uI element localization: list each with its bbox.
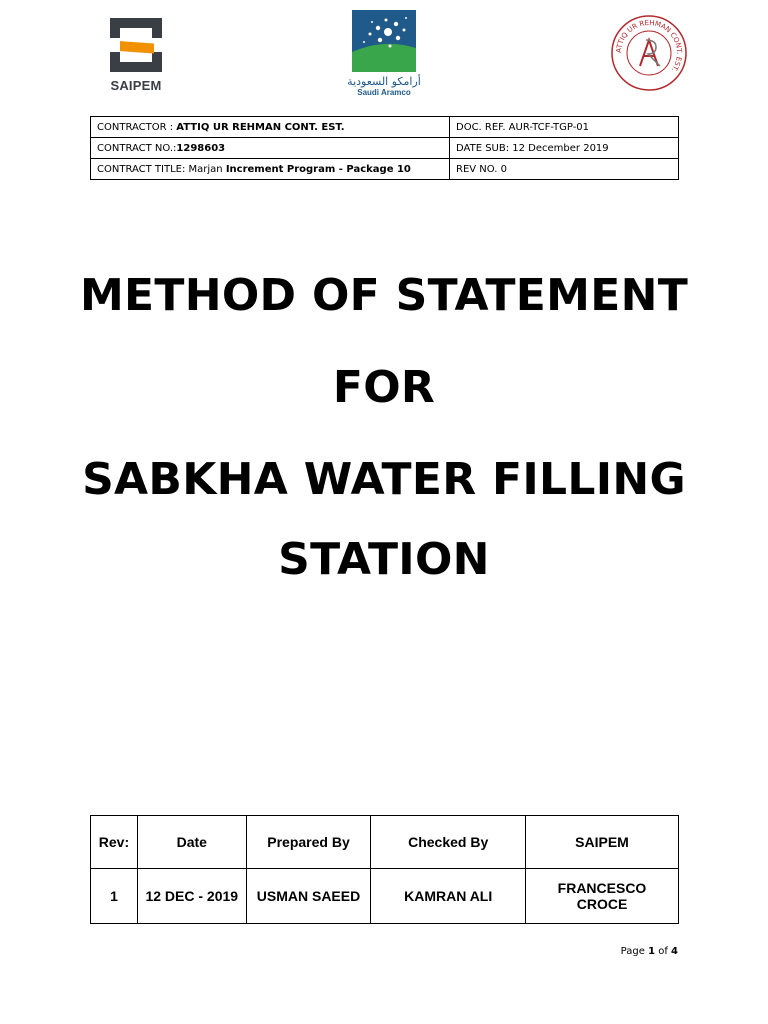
saipem-wordmark: SAIPEM bbox=[110, 78, 162, 93]
header-checked-by: Checked By bbox=[371, 816, 526, 869]
header-prepared-by: Prepared By bbox=[246, 816, 371, 869]
svg-text:ATTIQ UR REHMAN CONT. EST. bbox=[615, 19, 683, 73]
contract-title-cell bbox=[91, 159, 450, 180]
contractor-cell bbox=[91, 117, 450, 138]
cell-saipem: FRANCESCO CROCE bbox=[526, 869, 679, 924]
header-rev: Rev: bbox=[91, 816, 138, 869]
aramco-arabic-wordmark: أرامكو السعودية bbox=[347, 75, 421, 88]
seal-stamp-icon bbox=[610, 14, 688, 92]
document-title-line-2: FOR bbox=[332, 362, 436, 413]
contract-no-value: 1298603 bbox=[176, 142, 226, 154]
page-number bbox=[600, 946, 678, 957]
contractor-label: CONTRACTOR : bbox=[97, 121, 177, 133]
header-saipem: SAIPEM bbox=[526, 816, 679, 869]
seal-text: ATTIQ UR REHMAN CONT. EST. bbox=[614, 18, 684, 74]
date-sub-cell: DATE SUB: 12 December 2019 bbox=[450, 138, 679, 159]
aramco-logo bbox=[346, 8, 422, 100]
page-total: 4 bbox=[671, 946, 678, 957]
page-of: of bbox=[655, 946, 672, 957]
contract-no-cell bbox=[91, 138, 450, 159]
aramco-english-wordmark: Saudi Aramco bbox=[357, 88, 411, 97]
page-label: Page bbox=[620, 946, 649, 957]
contractor-seal bbox=[610, 14, 688, 92]
revision-table bbox=[90, 815, 679, 924]
contractor-value: ATTIQ UR REHMAN CONT. EST. bbox=[176, 121, 345, 133]
contract-title-value: Increment Program - Package 10 bbox=[225, 163, 411, 175]
cell-date: 12 DEC - 2019 bbox=[137, 869, 246, 924]
table-row bbox=[91, 117, 679, 138]
table-row bbox=[91, 138, 679, 159]
table-row bbox=[91, 869, 679, 924]
doc-ref-cell: DOC. REF. AUR-TCF-TGP-01 bbox=[450, 117, 679, 138]
header-date: Date bbox=[137, 816, 246, 869]
table-row bbox=[91, 159, 679, 180]
contract-info-table bbox=[90, 116, 679, 180]
document-title-line-4: STATION bbox=[278, 534, 490, 585]
contract-no-label: CONTRACT NO.: bbox=[97, 142, 177, 154]
saipem-mark-icon bbox=[104, 14, 168, 76]
page-current: 1 bbox=[648, 946, 656, 957]
saipem-logo bbox=[104, 14, 168, 94]
document-title-line-1: METHOD OF STATEMENT bbox=[79, 270, 689, 321]
cell-checked-by: KAMRAN ALI bbox=[371, 869, 526, 924]
table-header-row bbox=[91, 816, 679, 869]
aramco-star-icon bbox=[346, 8, 422, 74]
document-title-line-3: SABKHA WATER FILLING bbox=[82, 454, 686, 505]
cell-prepared-by: USMAN SAEED bbox=[246, 869, 371, 924]
cell-rev: 1 bbox=[91, 869, 138, 924]
contract-title-label: CONTRACT TITLE: Marjan bbox=[97, 163, 226, 175]
rev-no-cell: REV NO. 0 bbox=[450, 159, 679, 180]
